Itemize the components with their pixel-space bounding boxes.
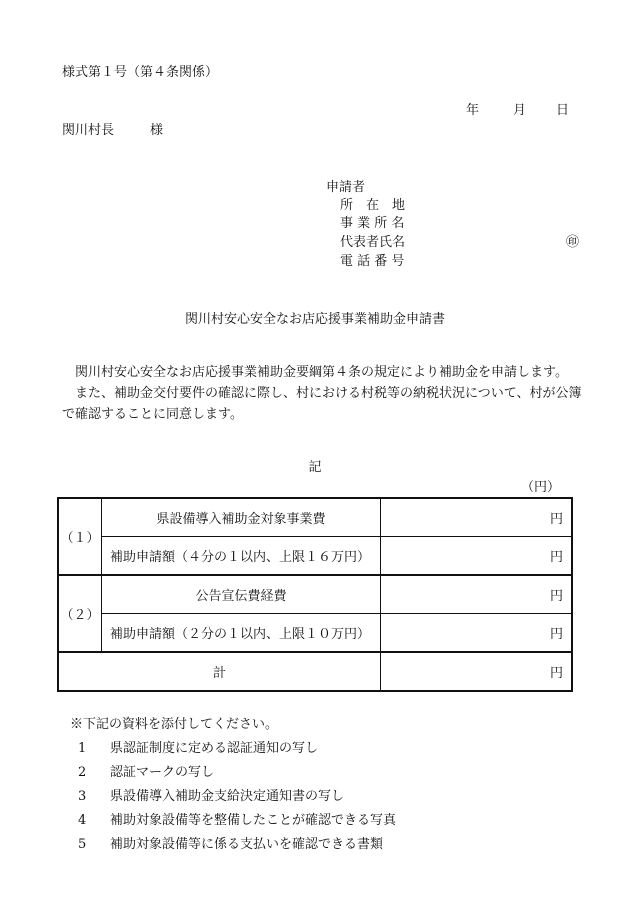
project-cost-label: 県設備導入補助金対象事業費 [102, 498, 381, 537]
list-item-number: 5 [78, 837, 87, 852]
attachments-list [70, 713, 396, 857]
attachments-heading: ※下記の資料を添付してください。 [70, 717, 279, 732]
list-item [70, 785, 396, 809]
applicant-phone-label: 電 話 番 号 [340, 254, 405, 269]
amount-table [57, 497, 573, 692]
list-item [70, 737, 396, 761]
table-row [58, 652, 572, 691]
table-row [58, 498, 572, 537]
subsidy-amount-1-label: 補助申請額（４分の１以内、上限１６万円） [102, 537, 381, 576]
body-paragraph-1: 関川村安心安全なお店応援事業補助金要綱第４条の規定により補助金を申請します。 [75, 365, 568, 380]
body-paragraph-2: また、補助金交付要件の確認に際し、村における村税等の納税状況について、村が公簿で確認することに同意します。 [62, 386, 582, 422]
applicant-representative-label: 代表者氏名 [340, 235, 406, 250]
group-2-label: （２） [58, 575, 102, 652]
list-item-text: 補助対象設備等に係る支払いを確認できる書類 [110, 837, 384, 852]
applicant-heading: 申請者 [326, 180, 366, 195]
applicant-address-label: 所 在 地 [340, 198, 406, 213]
table-row [58, 614, 572, 653]
ki-heading: 記 [308, 460, 322, 475]
project-cost-value-cell[interactable]: 円 [381, 498, 573, 537]
list-item [70, 761, 396, 785]
list-item-text: 認証マークの写し [110, 765, 215, 780]
date-year-label: 年 [466, 103, 480, 118]
seal-mark: ㊞ [566, 235, 580, 250]
group-1-label: （１） [58, 498, 102, 575]
advertising-cost-label: 公告宣伝費経費 [102, 575, 381, 614]
list-item-text: 補助対象設備等を整備したことが確認できる写真 [110, 813, 397, 828]
subsidy-amount-2-label: 補助申請額（２分の１以内、上限１０万円） [102, 614, 381, 653]
list-item [70, 809, 396, 833]
total-value-cell[interactable]: 円 [381, 652, 573, 691]
date-day-label: 日 [556, 103, 570, 118]
subsidy-amount-1-value-cell[interactable]: 円 [381, 537, 573, 576]
list-item-number: 1 [78, 741, 87, 756]
unit-label: （円） [520, 480, 560, 495]
list-item-text: 県設備導入補助金支給決定通知書の写し [110, 789, 345, 804]
table-row [58, 537, 572, 576]
addressee-name: 関川村長 [62, 123, 115, 138]
body-text [62, 362, 582, 425]
list-item [70, 833, 396, 857]
list-item-number: 4 [78, 813, 87, 828]
total-label: 計 [58, 652, 381, 691]
applicant-business-name-label: 事 業 所 名 [340, 216, 405, 231]
subsidy-amount-2-value-cell[interactable]: 円 [381, 614, 573, 653]
date-month-label: 月 [513, 103, 527, 118]
form-number: 様式第１号（第４条関係） [62, 65, 219, 80]
list-item-text: 県認証制度に定める認証通知の写し [110, 741, 319, 756]
advertising-cost-value-cell[interactable]: 円 [381, 575, 573, 614]
addressee-honorific: 様 [150, 123, 164, 138]
document-title: 関川村安心安全なお店応援事業補助金申請書 [184, 312, 445, 327]
list-item-number: 2 [78, 765, 87, 780]
list-item-number: 3 [78, 789, 87, 804]
table-row [58, 575, 572, 614]
